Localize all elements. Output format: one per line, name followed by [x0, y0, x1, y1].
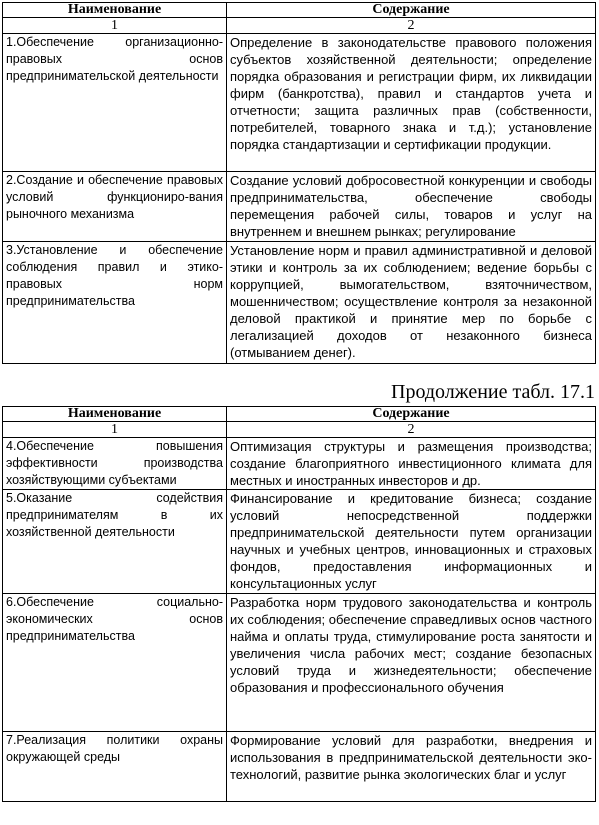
header-content: Содержание: [227, 407, 596, 422]
table-row: [3, 594, 596, 732]
column-number-2: 2: [227, 18, 596, 34]
row-name: 5.Оказание содействия предпринимателям в их хозяйственной деятельности: [3, 490, 227, 594]
row-content: Определение в законодательстве правового положения субъектов хозяйственной деятельности; определение порядка образования и регистрации фирм, их ликвидации фирм (банкротства), правил и стандартов учета и отчетности; защита различных прав (собственности, потребителей, товарного знака и т.д.); установление порядка стандартизации и сертификации продукции.: [227, 34, 596, 172]
column-number-1: 1: [3, 18, 227, 34]
table-row: [3, 490, 596, 594]
number-row: [3, 18, 596, 34]
header-name: Наименование: [3, 3, 227, 18]
row-content: Установление норм и правил административной и деловой этики и контроль за их соблюдением; ведение борьбы с коррупцией, вымогательством, взяточничеством, мошенничеством; осуществление контроля за незаконной деловой практикой и принятие мер по борьбе с легализацией доходов от незаконного бизнеса (отмыванием денег).: [227, 242, 596, 364]
table-row: [3, 172, 596, 242]
table-row: [3, 34, 596, 172]
row-name: 4.Обеспечение повышения эффективности производства хозяйствующими субъектами: [3, 438, 227, 490]
row-content: Финансирование и кредитование бизнеса; создание условий непосредственной поддержки предпринимательской деятельности путем организации научных и учебных центров, инновационных и страховых фондов, предоставления информационных и консультационных услуг: [227, 490, 596, 594]
row-content: Создание условий добросовестной конкуренции и свободы предпринимательства, обеспечение свободы перемещения рабочей силы, товаров и услуг на внутреннем и внешнем рынках; регулирование: [227, 172, 596, 242]
row-name: 1.Обеспечение организационно-правовых основ предпринимательской деятельности: [3, 34, 227, 172]
row-name: 2.Создание и обеспечение правовых условий функциониро-вания рыночного механизма: [3, 172, 227, 242]
row-content: Формирование условий для разработки, внедрения и использования в предпринимательской деятельности эко-технологий, развитие рынка экологических благ и услуг: [227, 732, 596, 802]
row-content: Оптимизация структуры и размещения производства; создание благоприятного инвестиционного климата для местных и иностранных инвесторов и др.: [227, 438, 596, 490]
column-number-1: 1: [3, 422, 227, 438]
header-name: Наименование: [3, 407, 227, 422]
header-row: [3, 407, 596, 422]
row-name: 6.Обеспечение социально-экономических основ предпринимательства: [3, 594, 227, 732]
table-part-1: [2, 2, 596, 364]
table-row: [3, 732, 596, 802]
row-name: 7.Реализация политики охраны окружающей среды: [3, 732, 227, 802]
row-name: 3.Установление и обеспечение соблюдения правил и этико-правовых норм предпринимательства: [3, 242, 227, 364]
header-row: [3, 3, 596, 18]
table-part-2: [2, 406, 596, 802]
table-row: [3, 438, 596, 490]
header-content: Содержание: [227, 3, 596, 18]
table-row: [3, 242, 596, 364]
column-number-2: 2: [227, 422, 596, 438]
row-content: Разработка норм трудового законодательства и контроль их соблюдения; обеспечение справедливых основ частного найма и оплаты труда, стимулирование роста занятости и увеличения числа рабочих мест; создание безопасных условий труда и жизнедеятельности; обеспечение образования и профессионального обучения: [227, 594, 596, 732]
continuation-title: Продолжение табл. 17.1: [391, 381, 595, 403]
number-row: [3, 422, 596, 438]
